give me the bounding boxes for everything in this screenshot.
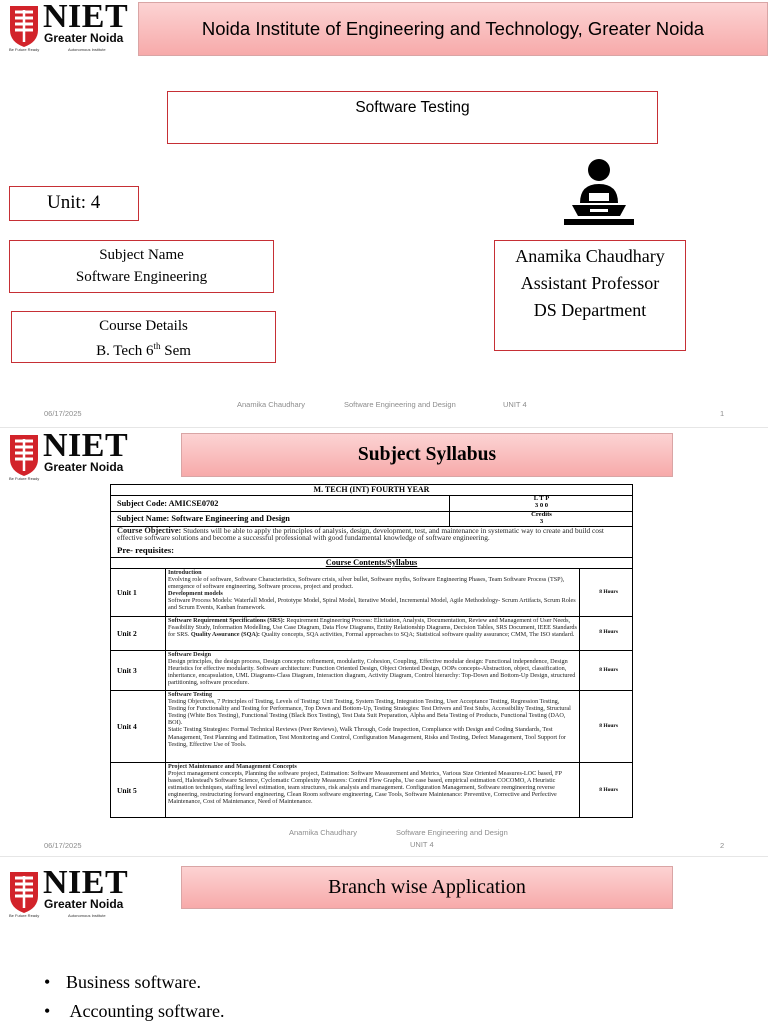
credits-label: Credits (531, 511, 552, 518)
course-title: Software Testing (355, 99, 470, 116)
logo-city: Greater Noida (44, 31, 124, 45)
faculty-box (494, 240, 686, 351)
syllabus-title: Subject Syllabus (357, 444, 497, 465)
branch-title-banner (181, 866, 673, 909)
logo-name: NIET (43, 429, 129, 464)
slide-2 (0, 429, 768, 855)
subject-name: Subject Name: Software Engineering and Design (117, 514, 290, 523)
unit-label: Unit 1 (117, 588, 137, 597)
subject-box (9, 240, 274, 293)
footer-subject: Software Engineering and Design (344, 400, 456, 409)
niet-emblem-icon (6, 870, 42, 914)
bullet-dot: • (44, 1001, 51, 1021)
unit-content: Software Testing Testing Objectives, 7 Principles of Testing, Levels of Testing: Unit Testing, System Testing, Integration Testing, User Acceptance Testing, Regression Testing, Testing for Functionality and Testing for Performance, Top Down and Bottom-Up, Testing Strategies: Test Drivers and Test Stubs, Accessibility Testing, Structural Testing (White Box Testing), Functional Testing (Black Box Testing), Test Data Suit Preparation, Alpha and Beta Testing of Products, Functional Testing (DAO, BOI). Static Testing Strategies: Formal Technical Reviews (Peer Reviews), Walk Through, Code Inspection, Compliance with Design and Coding Standards, Test Management, Test Planning and Estimation, Test Monitoring and Control, Configuration Management, Risks and Testing, Defect Management, Tool Support for Testing, Effective Use of Tools. (168, 691, 571, 748)
unit-hours: 8 Hours (599, 787, 618, 793)
institute-header-banner (138, 2, 768, 56)
unit-label: Unit 5 (117, 786, 137, 795)
syllabus-unit-row (111, 569, 632, 617)
unit-content: Software Design Design principles, the design process, Design concepts: refinement, modularity, Cohesion, Coupling, Effective modular design: Functional independence, Design Heuristics for effective modularity. Software architecture: Function Oriented Design, Object Oriented Design, OOPs concepts-Abstraction, object, classification, inheritance, encapsulation, UML Diagrams-Class Diagram, Interaction diagram, Activity Diagram, Control hierarchy: Top-Down and Bottom-Up Design, structured partitioning, software procedure. (168, 651, 576, 687)
syllabus-table (110, 484, 633, 818)
logo-tagline: Be Future Ready (9, 476, 40, 481)
objective-text: Students will be able to apply the principles of analysis, design, development, test, and maintenance in systematic way to create and build cost effective software solutions and become a successful professional with good fundamental knowledge of software engineering. (117, 526, 604, 543)
footer-author: Anamika Chaudhary (289, 828, 357, 837)
unit-content: Software Requirement Specifications (SRS): Requirement Engineering Process: Elicitation, Analysis, Documentation, Review and Management of User Needs, Feasibility Study, Information Modelling, Use Case Diagram, Data Flow Diagrams, Entity Relationship Diagrams, Decision Tables, SRS Document, IEEE Standards for SRS. Quality Assurance (SQA): Quality concepts, SQA activities, Formal approaches to SQA; Statistical software quality assurance; CMM, The ISO standard. (168, 617, 577, 639)
slide-divider (0, 427, 768, 428)
niet-logo (6, 429, 136, 483)
slide-divider (0, 856, 768, 857)
footer-date: 06/17/2025 (44, 841, 82, 850)
subject-code: Subject Code: AMICSE0702 (117, 499, 219, 508)
footer-page-number: 2 (720, 841, 725, 850)
bullet-text: Accounting software. (66, 1001, 225, 1021)
niet-logo (6, 0, 136, 54)
credits-value: 3 (539, 518, 544, 525)
unit-label: Unit 4 (117, 722, 137, 731)
footer-page-number: 1 (720, 409, 725, 418)
niet-logo (6, 864, 136, 920)
bullet-text: Business software. (66, 972, 201, 992)
logo-name: NIET (43, 864, 129, 901)
logo-subtitle: Autonomous Institute (68, 913, 106, 918)
slide-1 (0, 0, 768, 426)
unit-label: Unit 3 (117, 666, 137, 675)
prerequisites-label: Pre- requisites: (117, 545, 175, 555)
institute-header-text: Noida Institute of Engineering and Technology, Greater Noida (201, 18, 705, 39)
syllabus-year-row: M. TECH (INT) FOURTH YEAR (111, 485, 632, 496)
niet-emblem-icon (6, 433, 42, 477)
logo-tagline: Be Future Ready (9, 913, 40, 918)
syllabus-title-banner (181, 433, 673, 477)
unit-hours: 8 Hours (599, 629, 618, 635)
logo-name: NIET (43, 0, 129, 35)
logo-tagline: Be Future Ready (9, 47, 40, 52)
unit-hours: 8 Hours (599, 723, 618, 729)
syllabus-unit-row (111, 763, 632, 818)
footer-date: 06/17/2025 (44, 409, 82, 418)
subject-value: Software Engineering (75, 269, 208, 285)
course-details-value: B. Tech 6th Sem (96, 341, 191, 359)
syllabus-name-row (111, 512, 632, 527)
footer-author: Anamika Chaudhary (237, 400, 305, 409)
logo-city: Greater Noida (44, 460, 124, 474)
unit-content: Introduction Evolving role of software, Software Characteristics, Software crisis, silver bullet, Software myths, Software Engineering Phases, Team Software Process (TSP), emergence of software engineering, Software process, project and product. Development models Software Process Models: Waterfall Model, Prototype Model, Spiral Model, Iterative Model, Incremental Model, Agile Methodology- Scrum Artifacts, Scrum Roles and Scrum Events, Kanban framework. (168, 569, 576, 612)
syllabus-unit-row (111, 651, 632, 691)
unit-content: Project Maintenance and Management Concepts Project management concepts, Planning the software project, Estimation: Software Measurement and Metrics, Various Size Oriented Measures-LOC based, FP based, Halestead's Software Science, Cyclomatic Complexity Measures: Control Flow Graphs, Use case based, empirical estimation COCOMO, A Heuristic estimation techniques, staffing level estimation, team structures, risk analysis and management. Configuration Management, Software reengineering reverse engineering, restructuring forward engineering, Clean Room software engineering, Case Tools, Software Maintenance: Preventive, Corrective and Perfective Maintenance, Cost of Maintenance, Need of Maintenance. (168, 763, 562, 806)
course-details-box (11, 311, 276, 363)
unit-hours: 8 Hours (599, 589, 618, 595)
subject-label: Subject Name (99, 247, 184, 263)
course-details-label: Course Details (99, 318, 188, 334)
unit-hours: 8 Hours (599, 667, 618, 673)
faculty-name: Anamika Chaudhary (515, 246, 665, 266)
unit-box (9, 186, 139, 221)
niet-emblem-icon (6, 4, 42, 48)
footer-subject: Software Engineering and Design (396, 828, 508, 837)
footer-unit: UNIT 4 (503, 400, 527, 409)
course-title-box (167, 91, 658, 144)
slide-3 (0, 858, 768, 1024)
syllabus-unit-row (111, 691, 632, 763)
faculty-dept: DS Department (533, 300, 647, 320)
logo-city: Greater Noida (44, 897, 124, 911)
syllabus-unit-row (111, 617, 632, 651)
unit-label: Unit 2 (117, 629, 137, 638)
lecturer-podium-icon (560, 157, 638, 230)
bullet-dot: • (44, 972, 51, 992)
branch-title: Branch wise Application (328, 876, 526, 898)
logo-subtitle: Autonomous Institute (68, 47, 106, 52)
syllabus-objective-row (111, 527, 632, 556)
footer-unit: UNIT 4 (410, 840, 434, 849)
unit-label: Unit: 4 (47, 192, 101, 213)
objective-label: Course Objective: (117, 526, 182, 535)
ltp-values: 3 0 0 (534, 502, 549, 509)
faculty-title: Assistant Professor (520, 273, 660, 293)
syllabus-contents-header: Course Contents/Syllabus (111, 557, 632, 569)
syllabus-code-row (111, 496, 632, 512)
ltp-label: L T P (533, 495, 550, 502)
